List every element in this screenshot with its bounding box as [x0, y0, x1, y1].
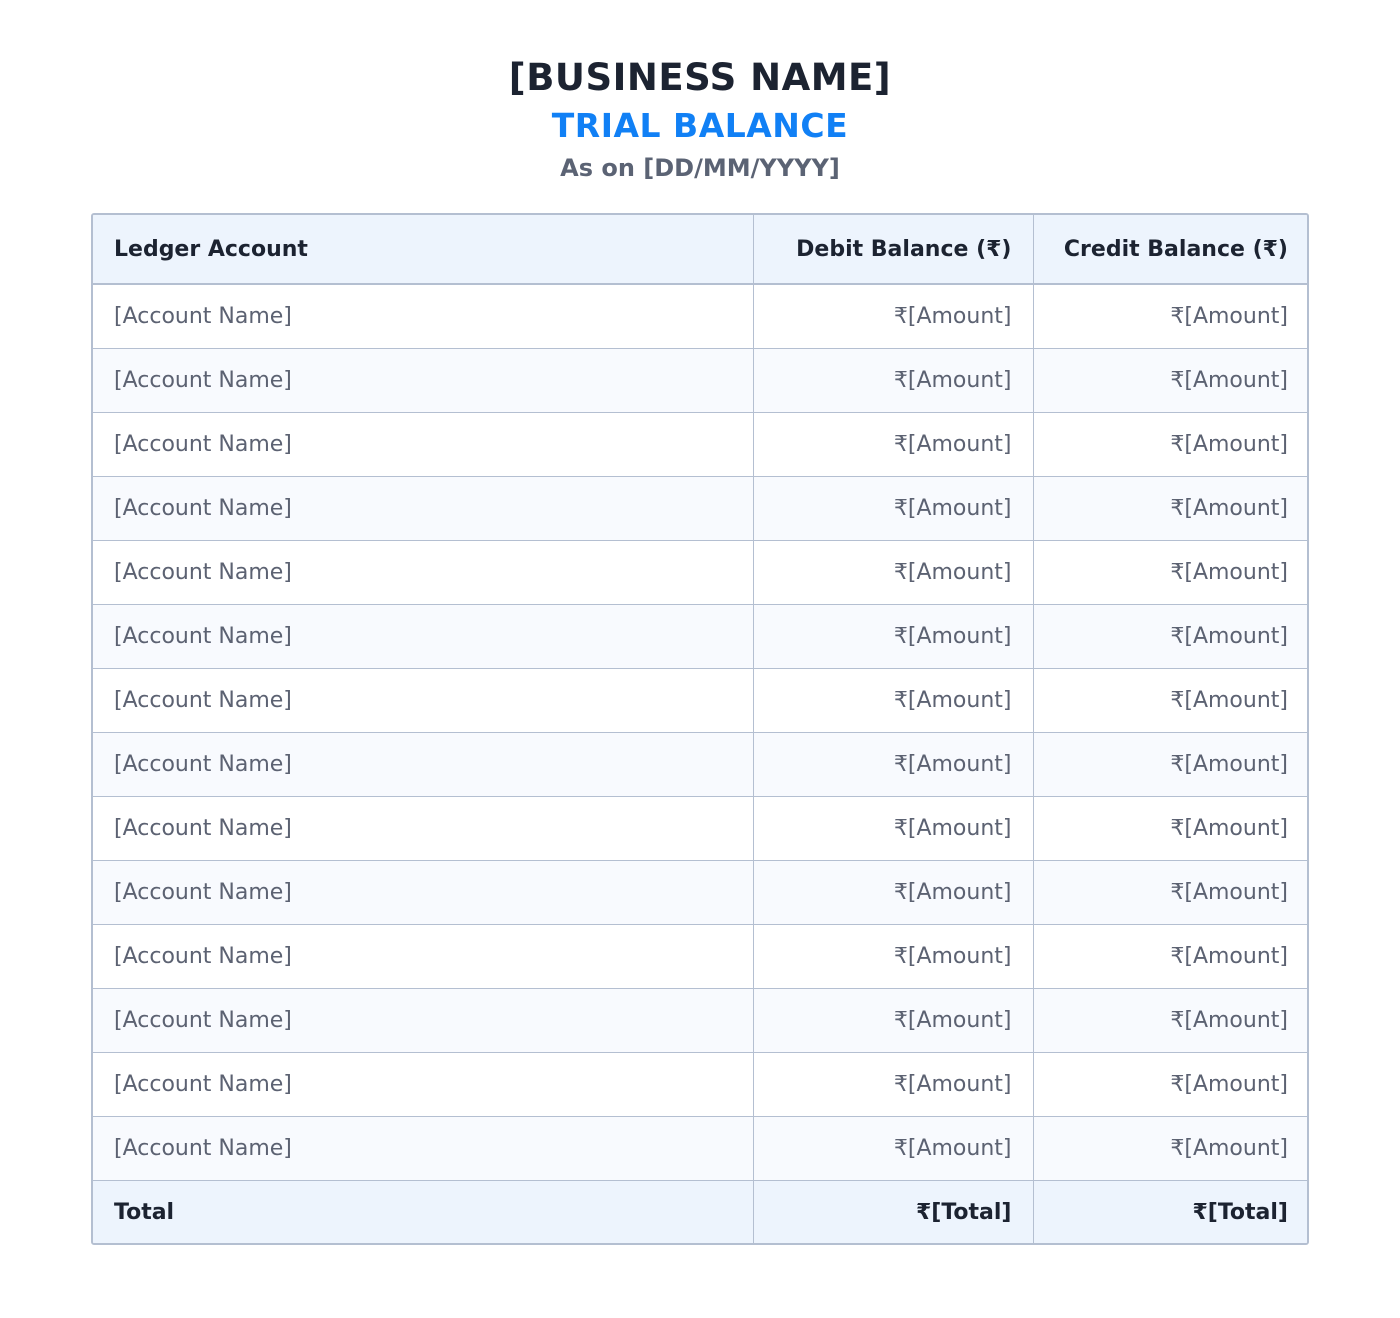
debit-amount-cell: ₹[Amount] — [753, 605, 1033, 669]
credit-amount-cell: ₹[Amount] — [1033, 669, 1309, 733]
debit-amount-cell: ₹[Amount] — [753, 349, 1033, 413]
credit-amount-cell: ₹[Amount] — [1033, 733, 1309, 797]
debit-amount-cell: ₹[Amount] — [753, 541, 1033, 605]
account-name-cell: [Account Name] — [93, 477, 753, 541]
report-date: As on [DD/MM/YYYY] — [560, 154, 840, 182]
header-ledger-account: Ledger Account — [93, 215, 753, 284]
total-credit: ₹[Total] — [1033, 1181, 1309, 1244]
debit-amount-cell: ₹[Amount] — [753, 669, 1033, 733]
credit-amount-cell: ₹[Amount] — [1033, 925, 1309, 989]
table-header-row — [93, 215, 1309, 284]
account-name-cell: [Account Name] — [93, 797, 753, 861]
account-name-cell: [Account Name] — [93, 605, 753, 669]
trial-balance-table — [91, 213, 1309, 1245]
table-body — [93, 284, 1309, 1181]
credit-amount-cell: ₹[Amount] — [1033, 861, 1309, 925]
debit-amount-cell: ₹[Amount] — [753, 733, 1033, 797]
credit-amount-cell: ₹[Amount] — [1033, 413, 1309, 477]
account-name-cell: [Account Name] — [93, 284, 753, 349]
table-row — [93, 797, 1309, 861]
credit-amount-cell: ₹[Amount] — [1033, 605, 1309, 669]
credit-amount-cell: ₹[Amount] — [1033, 1053, 1309, 1117]
debit-amount-cell: ₹[Amount] — [753, 989, 1033, 1053]
table-row — [93, 1117, 1309, 1181]
account-name-cell: [Account Name] — [93, 861, 753, 925]
account-name-cell: [Account Name] — [93, 1053, 753, 1117]
debit-amount-cell: ₹[Amount] — [753, 1053, 1033, 1117]
total-debit: ₹[Total] — [753, 1181, 1033, 1244]
credit-amount-cell: ₹[Amount] — [1033, 477, 1309, 541]
credit-amount-cell: ₹[Amount] — [1033, 541, 1309, 605]
debit-amount-cell: ₹[Amount] — [753, 413, 1033, 477]
debit-amount-cell: ₹[Amount] — [753, 477, 1033, 541]
table-row — [93, 989, 1309, 1053]
business-name: [BUSINESS NAME] — [508, 56, 892, 99]
account-name-cell: [Account Name] — [93, 989, 753, 1053]
credit-amount-cell: ₹[Amount] — [1033, 349, 1309, 413]
account-name-cell: [Account Name] — [93, 733, 753, 797]
total-label: Total — [93, 1181, 753, 1244]
report-title: TRIAL BALANCE — [551, 106, 849, 145]
table-row — [93, 1053, 1309, 1117]
account-name-cell: [Account Name] — [93, 413, 753, 477]
account-name-cell: [Account Name] — [93, 925, 753, 989]
ledger-table — [93, 215, 1309, 1243]
table-row — [93, 925, 1309, 989]
table-row — [93, 733, 1309, 797]
document-header — [0, 0, 1400, 184]
table-row — [93, 413, 1309, 477]
header-credit-balance: Credit Balance (₹) — [1033, 215, 1309, 284]
total-row — [93, 1181, 1309, 1244]
credit-amount-cell: ₹[Amount] — [1033, 284, 1309, 349]
debit-amount-cell: ₹[Amount] — [753, 284, 1033, 349]
table-row — [93, 669, 1309, 733]
credit-amount-cell: ₹[Amount] — [1033, 989, 1309, 1053]
table-row — [93, 477, 1309, 541]
debit-amount-cell: ₹[Amount] — [753, 861, 1033, 925]
table-row — [93, 284, 1309, 349]
header-debit-balance: Debit Balance (₹) — [753, 215, 1033, 284]
account-name-cell: [Account Name] — [93, 1117, 753, 1181]
table-row — [93, 349, 1309, 413]
credit-amount-cell: ₹[Amount] — [1033, 797, 1309, 861]
table-row — [93, 861, 1309, 925]
account-name-cell: [Account Name] — [93, 541, 753, 605]
table-row — [93, 541, 1309, 605]
account-name-cell: [Account Name] — [93, 669, 753, 733]
debit-amount-cell: ₹[Amount] — [753, 925, 1033, 989]
account-name-cell: [Account Name] — [93, 349, 753, 413]
credit-amount-cell: ₹[Amount] — [1033, 1117, 1309, 1181]
debit-amount-cell: ₹[Amount] — [753, 1117, 1033, 1181]
debit-amount-cell: ₹[Amount] — [753, 797, 1033, 861]
table-row — [93, 605, 1309, 669]
